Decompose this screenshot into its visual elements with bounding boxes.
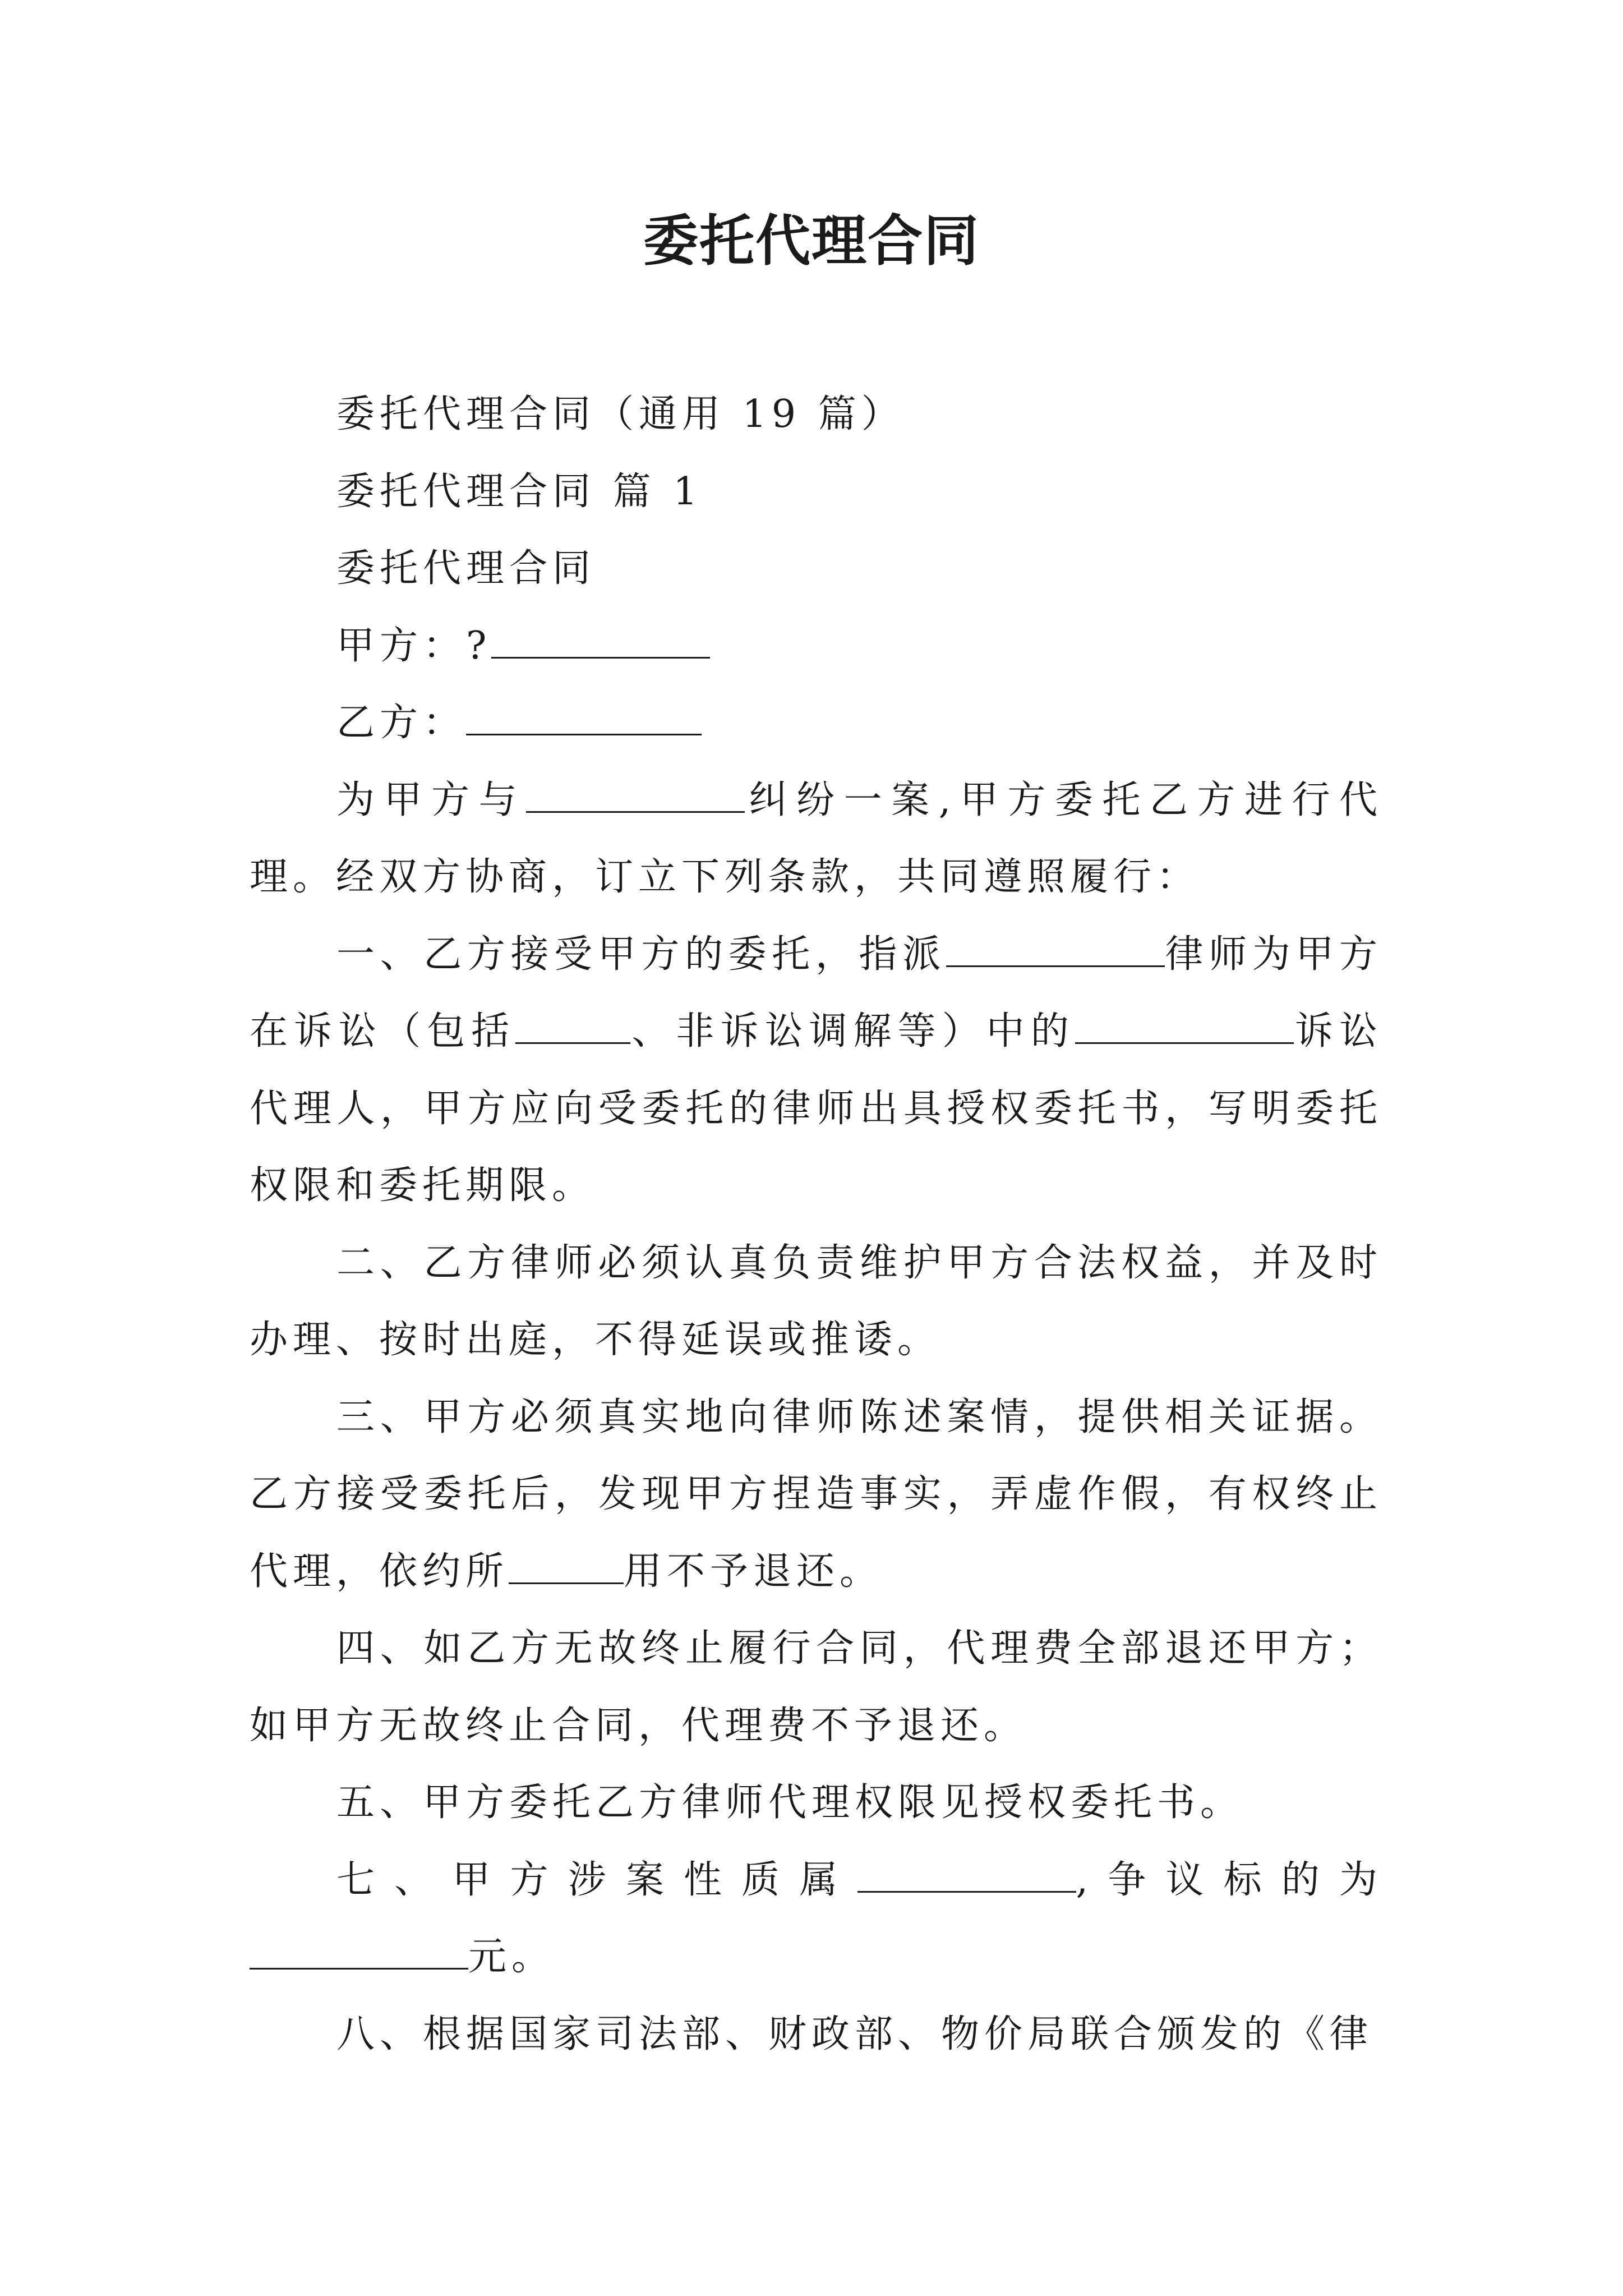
contract-name	[250, 530, 1382, 608]
document-body	[250, 376, 1382, 2073]
clause-1-part-d: 诉讼代理人，甲方应向受委托的律师出具授权委托书，写明委托权限和委托期限。	[250, 1009, 1382, 1208]
clause-5	[250, 1764, 1382, 1842]
clause-5-text: 五、甲方委托乙方律师代理权限见授权委托书。	[336, 1780, 1244, 1825]
clause-2	[250, 1225, 1382, 1379]
party-b-blank[interactable]	[466, 700, 702, 735]
heading-general	[250, 376, 1382, 453]
clause-3	[250, 1379, 1382, 1611]
contract-name-text: 委托代理合同	[336, 546, 596, 591]
party-a-label: 甲方：?	[336, 623, 492, 668]
party-a-line	[250, 608, 1382, 685]
case-nature-blank[interactable]	[857, 1857, 1076, 1893]
clause-1-part-b: 律师为甲方在诉讼（包括	[250, 932, 1382, 1053]
dispute-amount-blank[interactable]	[250, 1934, 468, 1970]
dispute-blank[interactable]	[526, 777, 745, 813]
party-a-blank[interactable]	[491, 623, 710, 659]
intro-post: 纠纷一案,甲方委托乙方进行代理。经双方协商，订立下列条款，共同遵照履行：	[250, 777, 1382, 899]
fee-blank[interactable]	[509, 1549, 624, 1584]
intro-pre: 为甲方与	[336, 777, 527, 822]
heading-part1-text: 委托代理合同 篇 1	[336, 469, 703, 514]
clause-7-part-c: 元。	[468, 1935, 555, 1979]
document-title: 委托代理合同	[643, 209, 980, 273]
clause-3-part-a: 三、甲方必须真实地向律师陈述案情，提供相关证据。乙方接受委托后，发现甲方捏造事实，弄虚作假，有权终止代理，依约所	[250, 1395, 1382, 1594]
clause-7	[250, 1842, 1382, 1996]
clause-7-part-b: ,争议标的为	[1076, 1857, 1382, 1902]
clause-7-part-a: 七、甲方涉案性质属	[336, 1857, 857, 1902]
clause-3-part-b: 用不予退还。	[624, 1549, 883, 1594]
clause-8-text: 八、根据国家司法部、财政部、物价局联合颁发的《律	[336, 2012, 1373, 2056]
clause-8	[250, 1996, 1382, 2073]
intro-paragraph	[250, 762, 1382, 916]
litigation-type-blank[interactable]	[515, 1009, 630, 1044]
clause-4	[250, 1610, 1382, 1764]
clause-2-text: 二、乙方律师必须认真负责维护甲方合法权益，并及时办理、按时出庭，不得延误或推诿。	[250, 1240, 1382, 1362]
heading-part1	[250, 453, 1382, 531]
clause-1	[250, 916, 1382, 1225]
clause-4-text: 四、如乙方无故终止履行合同，代理费全部退还甲方；如甲方无故终止合同，代理费不予退还。	[250, 1626, 1382, 1748]
clause-1-part-c: 、非诉讼调解等）中的	[630, 1009, 1075, 1053]
litigation-role-blank[interactable]	[1075, 1009, 1294, 1044]
party-b-label: 乙方：	[336, 701, 467, 745]
clause-1-part-a: 一、乙方接受甲方的委托，指派	[336, 932, 946, 977]
lawyer-name-blank[interactable]	[946, 932, 1165, 967]
party-b-line	[250, 684, 1382, 762]
heading-general-text: 委托代理合同（通用 19 篇）	[336, 392, 905, 436]
